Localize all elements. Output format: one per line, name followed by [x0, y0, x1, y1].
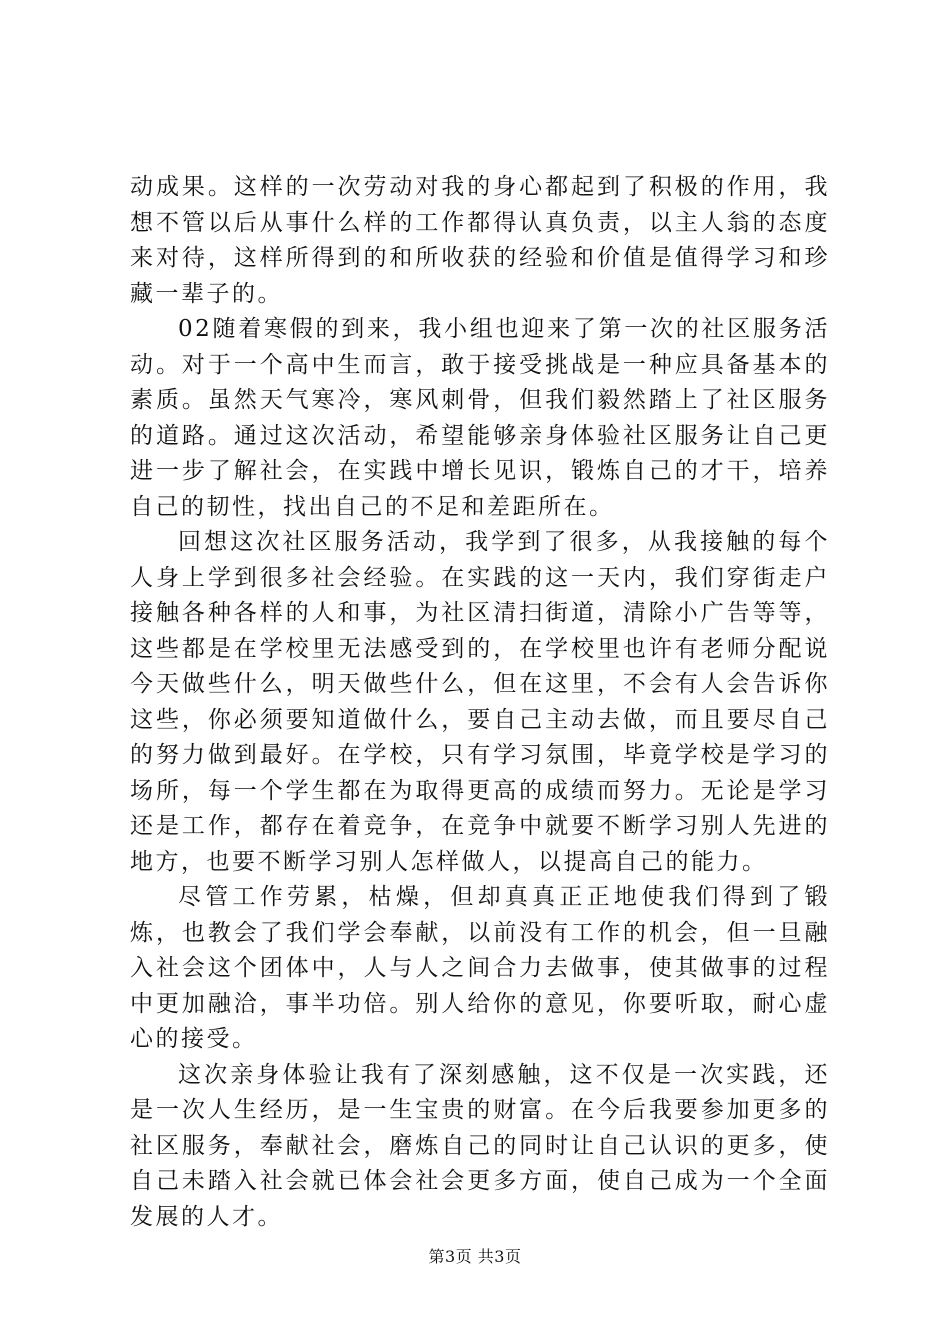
document-body	[130, 170, 830, 1235]
paragraph-2: 02随着寒假的到来，我小组也迎来了第一次的社区服务活动。对于一个高中生而言，敢于接受挑战是一种应具备基本的素质。虽然天气寒冷，寒风刺骨，但我们毅然踏上了社区服务的道路。通过这次活动，希望能够亲身体验社区服务让自己更进一步了解社会，在实践中增长见识，锻炼自己的才干，培养自己的韧性，找出自己的不足和差距所在。	[130, 316, 830, 520]
paragraph-4: 尽管工作劳累，枯燥，但却真真正正地使我们得到了锻炼，也教会了我们学会奉献，以前没有工作的机会，但一旦融入社会这个团体中，人与人之间合力去做事，使其做事的过程中更加融洽，事半功倍。别人给你的意见，你要听取，耐心虚心的接受。	[130, 884, 830, 1052]
page-number-footer: 第3页 共3页	[428, 1247, 522, 1266]
paragraph-1: 动成果。这样的一次劳动对我的身心都起到了积极的作用，我想不管以后从事什么样的工作都得认真负责，以主人翁的态度来对待，这样所得到的和所收获的经验和价值是值得学习和珍藏一辈子的。	[130, 174, 830, 307]
paragraph-3: 回想这次社区服务活动，我学到了很多，从我接触的每个人身上学到很多社会经验。在实践的这一天内，我们穿街走户接触各种各样的人和事，为社区清扫街道，清除小广告等等，这些都是在学校里无法感受到的，在学校里也许有老师分配说今天做些什么，明天做些什么，但在这里，不会有人会告诉你这些，你必须要知道做什么，要自己主动去做，而且要尽自己的努力做到最好。在学校，只有学习氛围，毕竟学校是学习的场所，每一个学生都在为取得更高的成绩而努力。无论是学习还是工作，都存在着竞争，在竞争中就要不断学习别人先进的地方，也要不断学习别人怎样做人，以提高自己的能力。	[130, 529, 830, 875]
paragraph-5: 这次亲身体验让我有了深刻感触，这不仅是一次实践，还是一次人生经历，是一生宝贵的财富。在今后我要参加更多的社区服务，奉献社会，磨炼自己的同时让自己认识的更多，使自己未踏入社会就已体会社会更多方面，使自己成为一个全面发展的人才。	[130, 1061, 830, 1230]
